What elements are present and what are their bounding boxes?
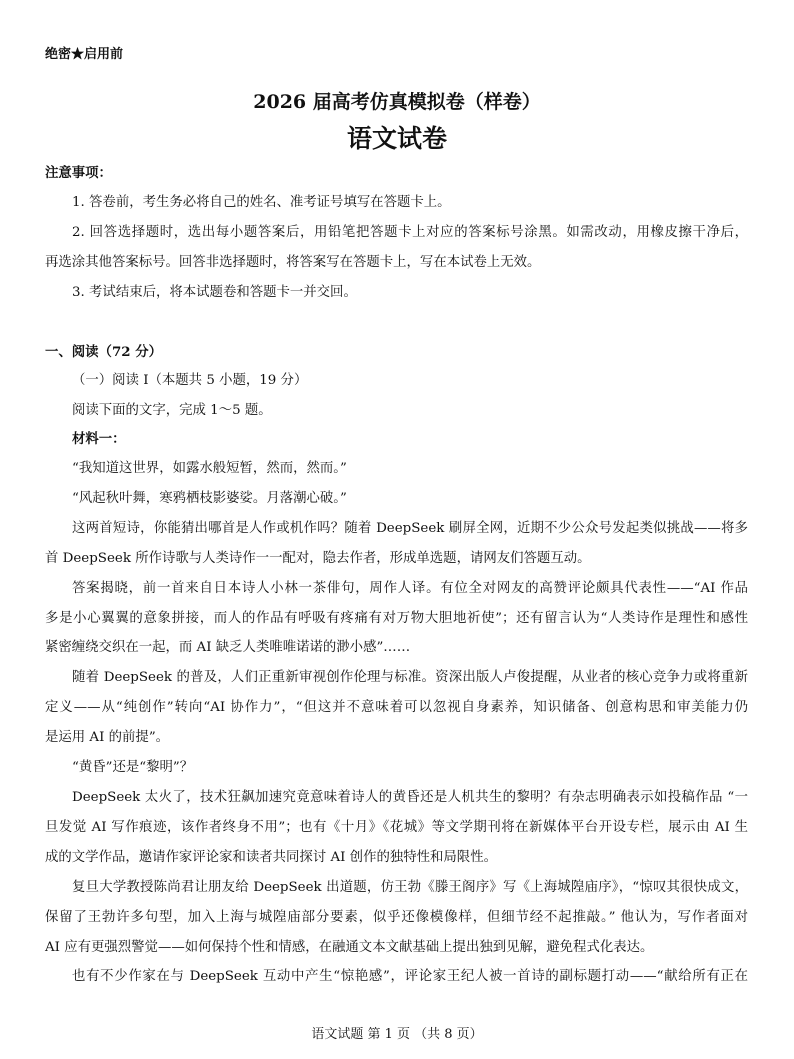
passage-line: 这两首短诗，你能猜出哪首是人作或机作吗？随着 DeepSeek 刷屏全网，近期不少公众号发起类似挑战——将多 <box>72 521 748 536</box>
notice-heading: 注意事项： <box>45 165 112 181</box>
exam-title: 2026 届高考仿真模拟卷（样卷） <box>253 91 541 113</box>
confidential-mark: 绝密★启用前 <box>45 47 124 62</box>
notice-item-1: 1. 答卷前，考生务必将自己的姓名、准考证号填写在答题卡上。 <box>72 195 451 210</box>
passage-line: 保留了王勃许多句型，加入上海与城隍庙部分要素，似乎还像模像样，但细节经不起推敲。” 他认为，写作者面对 <box>45 910 748 925</box>
notice-item-2-line-1: 2. 回答选择题时，选出每小题答案后，用铅笔把答题卡上对应的答案标号涂黑。如需改动，用橡皮擦干净后， <box>72 225 748 240</box>
passage-line: DeepSeek 太火了，技术狂飙加速究竟意味着诗人的黄昏还是人机共生的黎明？有杂志明确表示如投稿作品 “一 <box>72 790 748 805</box>
passage-line: “风起秋叶舞，寒鸦栖枝影婆娑。月落潮心破。” <box>72 491 347 506</box>
passage-line: AI 应有更强烈警觉——如何保持个性和情感，在融通文本文献基础上提出独到见解，避免程式化表达。 <box>45 940 654 955</box>
passage-line: 随着 DeepSeek 的普及，人们正重新审视创作伦理与标准。资深出版人卢俊提醒，从业者的核心竞争力或将重新 <box>72 670 748 685</box>
material-label: 材料一： <box>72 431 126 447</box>
passage-line: 首 DeepSeek 所作诗歌与人类诗作一一配对，隐去作者，形成单选题，请网友们答题互动。 <box>45 551 591 566</box>
passage-line: “我知道这世界，如露水般短暂，然而，然而。” <box>72 461 347 476</box>
reading-instruction: 阅读下面的文字，完成 1～5 题。 <box>72 403 272 418</box>
passage-line: 定义——从“纯创作”转向“AI 协作力”，“但这并不意味着可以忽视自身素养，知识储备、创意构思和审美能力仍 <box>45 700 748 715</box>
passage-line: 多是小心翼翼的意象拼接，而人的作品有呼吸有疼痛有对万物大胆地祈使”；还有留言认为“人类诗作是理性和感性 <box>45 611 748 626</box>
passage-line: 复旦大学教授陈尚君让朋友给 DeepSeek 出道题，仿王勃《滕王阁序》写《上海城隍庙序》，“惊叹其很快成文， <box>72 880 748 895</box>
notice-item-2-line-2: 再选涂其他答案标号。回答非选择题时，将答案写在答题卡上，写在本试卷上无效。 <box>45 255 541 270</box>
passage-line: “黄昏”还是“黎明”？ <box>72 760 194 775</box>
sub-section-heading: （一）阅读 I（本题共 5 小题，19 分） <box>72 373 308 388</box>
passage-line: 答案揭晓，前一首来自日本诗人小林一茶俳句，周作人译。有位全对网友的高赞评论颇具代表性——“AI 作品 <box>72 581 748 596</box>
passage-line: 旦发觉 AI 写作痕迹，该作者终身不用”；也有《十月》《花城》等文学期刊将在新媒体平台开设专栏，展示由 AI 生 <box>45 820 748 835</box>
subject-title: 语文试卷 <box>346 124 447 153</box>
passage-line: 是运用 AI 的前提”。 <box>45 730 170 745</box>
passage-line: 成的文学作品，邀请作家评论家和读者共同探讨 AI 创作的独特性和局限性。 <box>45 850 497 865</box>
passage-line: 紧密缠绕交织在一起，而 AI 缺乏人类唯唯诺诺的渺小感”…… <box>45 640 411 655</box>
passage-line: 也有不少作家在与 DeepSeek 互动中产生“惊艳感”，评论家王纪人被一首诗的副标题打动——“献给所有正在 <box>72 969 748 984</box>
page-footer: 语文试题 第 1 页 （共 8 页） <box>311 1027 483 1042</box>
notice-item-3: 3. 考试结束后，将本试题卷和答题卡一并交回。 <box>72 285 357 300</box>
section-heading: 一、阅读（72 分） <box>45 344 163 360</box>
